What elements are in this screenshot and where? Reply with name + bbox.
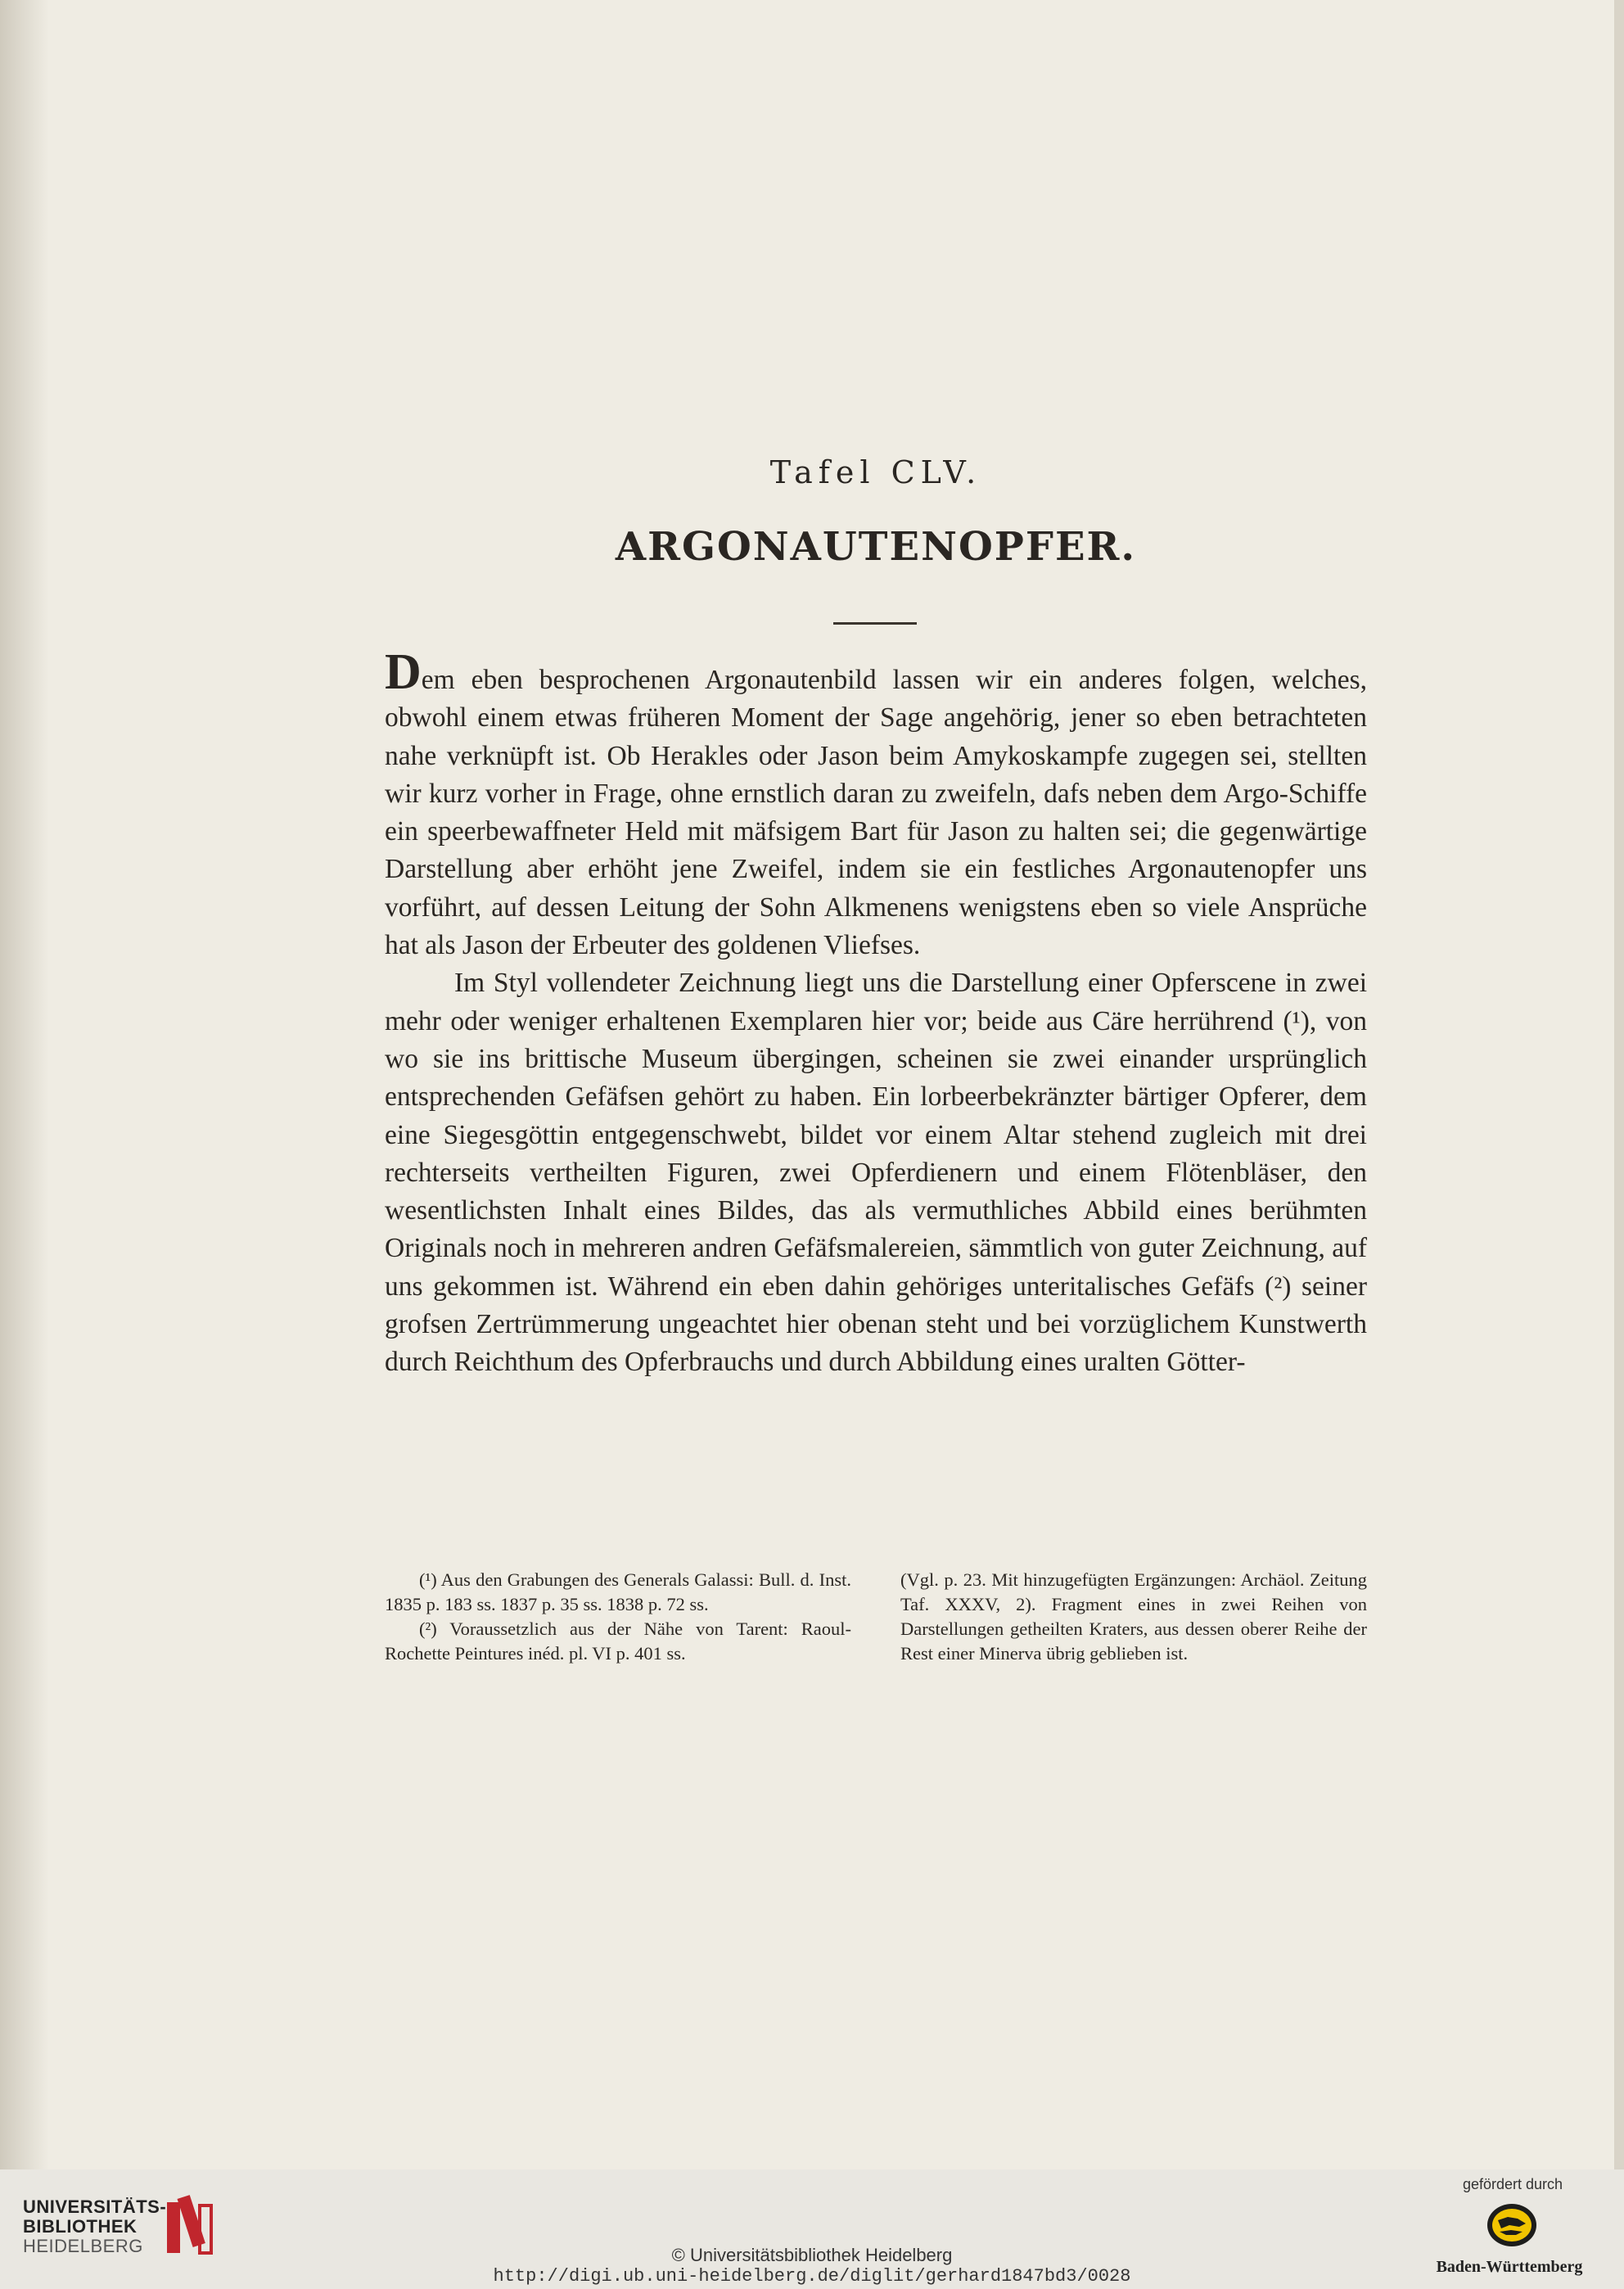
spine-shadow [0,0,49,2169]
viewer-footer [0,2169,1624,2289]
footnotes-right-column [900,1568,1367,1666]
copyright-notice: © Universitätsbibliothek Heidelberg [671,2245,953,2265]
plate-label: Tafel CLV. [769,454,982,490]
title-rule [833,622,917,625]
logo-line-2: BIBLIOTHEK [23,2216,138,2237]
paragraph-1-text: em eben besprochenen Argonautenbild lassen wir ein anderes folgen, welches, obwohl einem etwas früheren Moment der Sage angehörig, jener so eben betrachteten nahe verknüpft ist. Ob Herakles oder Jason beim Amykoskampfe zugegen sei, stellten wir kurz vorher in Frage, ohne ernstlich daran zu zweifeln, dafs neben dem Argo-Schiffe ein speerbewaffneter Held mit mäfsigem Bart für Jason zu halten sei; die gegenwärtige Darstellung aber erhöht jene Zweifel, indem sie ein festliches Argonautenopfer uns vorführt, auf dessen Leitung der Sohn Alkmenens wenigstens eben so viele Ansprüche hat als Jason der Erbeuter des goldenen Vliefses. [385,665,1367,961]
footnotes [385,1568,1367,1666]
funder-name: Baden-Württemberg [1436,2258,1583,2276]
footnote-2-continued: (Vgl. p. 23. Mit hinzugefügten Ergänzungen: Archäol. Zeitung Taf. XXXV, 2). Fragment eines in zwei Reihen von Darstellungen getheilten Kraters, aus dessen oberer Reihe der Rest einer Minerva übrig geblieben ist. [900,1569,1367,1664]
funded-by-label: gefördert durch [1462,2176,1563,2192]
footnotes-left-column [385,1568,851,1666]
body-text [385,644,1367,1382]
baden-wuerttemberg-crest-icon[interactable] [1475,2199,1549,2251]
logo-line-1: UNIVERSITÄTS- [23,2196,167,2217]
paragraph-2: Im Styl vollendeter Zeichnung liegt uns die Darstellung einer Opferscene in zwei mehr oder weniger erhaltenen Exemplaren hier vor; beide aus Cäre herrührend (¹), von wo sie ins brittische Museum übergingen, scheinen sie zwei einander ursprünglich entsprechenden Gefäfsen gehört zu haben. Ein lorbeerbekränzter bärtiger Opferer, dem eine Siegesgöttin entgegenschwebt, bildet vor einem Altar stehend zugleich mit drei rechterseits vertheilten Figuren, zwei Opferdienern und einem Flötenbläser, den wesentlichsten Inhalt eines Bildes, das als vermuthliches Abbild eines berühmten Originals noch in mehreren andren Gefäfsmalereien, sämmtlich von guter Zeichnung, auf uns gekommen ist. Während ein eben dahin gehöriges unteritalisches Gefäfs (²) seiner grofsen Zertrümmerung ungeachtet hier obenan steht und bei vorzüglichem Kunstwerth durch Reichthum des Opferbrauchs und durch Abbildung eines uralten Götter- [385,968,1367,1378]
footnote-2: (²) Voraussetzlich aus der Nähe von Tarent: Raoul-Rochette Peintures inéd. pl. VI p. 401 ss. [385,1619,851,1664]
logo-line-3: HEIDELBERG [23,2236,143,2256]
permalink-url[interactable]: http://digi.ub.uni-heidelberg.de/diglit/gerhard1847bd3/0028 [493,2266,1131,2287]
drop-cap: D [385,644,422,700]
page-edge [1614,0,1624,2169]
page-title: ARGONAUTENOPFER. [615,524,1137,570]
footnote-1: (¹) Aus den Grabungen des Generals Galassi: Bull. d. Inst. 1835 p. 183 ss. 1837 p. 35 ss. 1838 p. 72 ss. [385,1569,851,1614]
paragraph-1 [385,644,1367,964]
